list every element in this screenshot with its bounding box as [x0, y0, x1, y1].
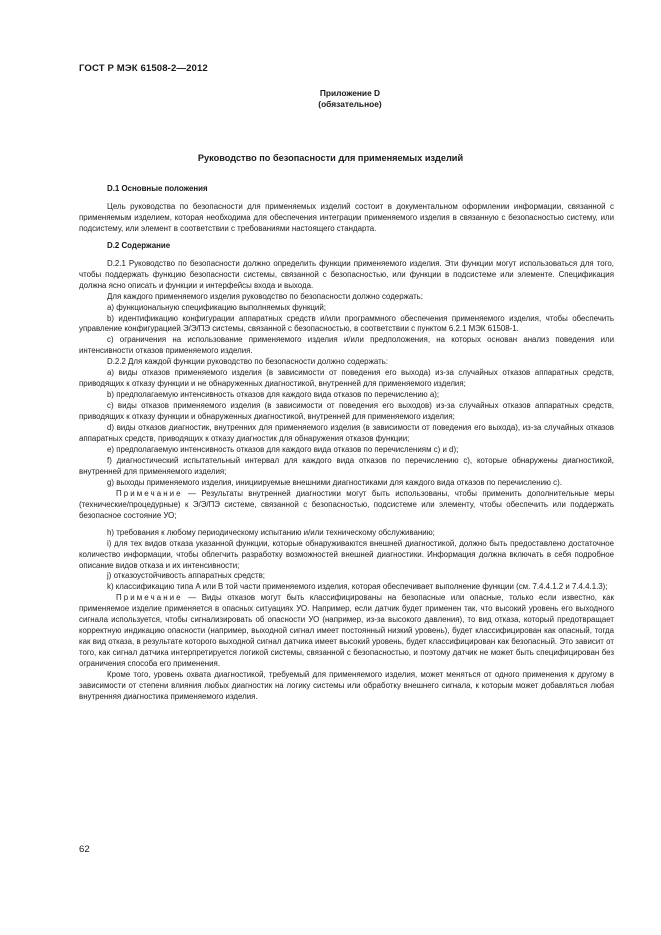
list-item-c: c) ограничения на использование применяемого изделия и/или предположения, на которых основан анализ поведения или интенсивности отказов применяемого изделия.	[79, 335, 614, 356]
note-2-text: — Виды отказов могут быть классифицированы на безопасные или опасные, только если известно, как применяемое изделие применяется в опасных ситуациях УО. Например, если датчик будет применен так, что высокий уровень его выходного сигнала используется, чтобы сигнализировать об опасности УО (например, из-за высокого давления), то вид отказа, который предотвращает корректную индикацию опасности (например, выходной сигнал имеет постоянный низкий уровень), будет классифицирован как опасный, тогда как вид отказа, в результате которого выходной сигнал датчика имеет высокий уровень, будет классифицирован как безопасный. Это зависит от того, как сигнал датчика интерпретируется логикой системы, связанной с безопасностью, и поэтому датчик не может быть специфицирован без ограничения способа его применения.	[79, 593, 614, 669]
document-body	[79, 184, 614, 703]
section-heading-d2: D.2 Содержание	[107, 240, 171, 250]
list-item-f2: f) диагностический испытательный интервал для каждого вида отказов по перечислению c), которые обнаружены диагностикой, внутренней для применяемого изделия;	[79, 455, 614, 476]
list-item-a: a) функциональную спецификацию выполняемых функций;	[107, 302, 326, 312]
list-item-b2: b) предполагаемую интенсивность отказов для каждого вида отказов по перечислению a);	[107, 390, 440, 400]
appendix-label	[300, 88, 400, 110]
paragraph-d21: D.2.1 Руководство по безопасности должно определить функции применяемого изделия. Эти функции могут использоваться для того, чтобы поддержать функцию безопасности системы, связанной с безопасностью, или функции в подсистеме или элементе. Спецификация должна ясно описать и функции и интерфейсы входа и выхода.	[79, 258, 614, 290]
section-heading-d1: D.1 Основные положения	[107, 184, 208, 193]
list-item-c2: c) виды отказов применяемого изделия (в зависимости от поведения его выходов) из-за случайных отказов аппаратных средств, приводящих к отказу функции и обнаруженных диагностикой, внутренней для применяемого изделия;	[79, 401, 614, 422]
note-1-text: — Результаты внутренней диагностики могут быть использованы, чтобы применить дополнительные меры (технические/процедурные) к Э/Э/ПЭ системе, связанной с безопасностью, подсистеме или элементу, чтобы обеспечить или поддержать безопасное состояние УО;	[79, 488, 614, 520]
list-item-i2: i) для тех видов отказа указанной функции, которые обнаруживаются внешней диагностикой, должно быть предоставлено достаточное количество информации, чтобы облегчить разработку возможностей внешней диагностики. Информация должна включать в себя подробное описание видов отказа и их интенсивности;	[79, 538, 614, 570]
standard-header: ГОСТ Р МЭК 61508-2—2012	[79, 63, 208, 74]
list-item-h2: h) требования к любому периодическому испытанию и/или техническому обслуживанию;	[107, 527, 435, 537]
list-item-j2: j) отказоустойчивость аппаратных средств;	[107, 571, 265, 581]
note-1-label: Примечание	[116, 488, 183, 498]
paragraph-final: Кроме того, уровень охвата диагностикой, требуемый для применяемого изделия, может меняться от одного применения к другому в зависимости от степени влияния любых диагностик на логику системы или обработку внешнего сигнала, к которым может добавляться любая внутренняя диагностика применяемого изделия.	[79, 670, 614, 701]
note-2	[79, 593, 614, 670]
note-1	[79, 489, 614, 522]
paragraph-d1: Цель руководства по безопасности для применяемых изделий состоит в документальном оформлении информации, связанной с применяемым изделием, которая необходима для обеспечения интеграции применяемого изделия в связанную с безопасностью систему, или подсистему, или элемент в соответствии с требованиями настоящего стандарта.	[79, 201, 614, 233]
list-item-a2: a) виды отказов применяемого изделия (в зависимости от поведения его выхода) из-за случайных отказов аппаратных средств, приводящих к отказу функции и не обнаруженных диагностикой, внутренней для применяемого изделия;	[79, 368, 614, 389]
list-item-d2: d) виды отказов диагностик, внутренних для применяемого изделия (в зависимости от поведения его выхода), из-за случайных отказов аппаратных средств, приводящих к отказу диагностик для обнаружения отказов функции;	[79, 423, 614, 444]
paragraph-each-item: Для каждого применяемого изделия руководство по безопасности должно содержать:	[107, 291, 423, 301]
appendix-title: Руководство по безопасности для применяемых изделий	[197, 153, 464, 163]
paragraph-d22: D.2.2 Для каждой функции руководство по безопасности должно содержать:	[107, 357, 388, 367]
note-2-label: Примечание	[116, 593, 183, 603]
list-item-k2: k) классификацию типа A или B той части применяемого изделия, которая обеспечивает выполнение функции (см. 7.4.4.1.2 и 7.4.4.1.3);	[107, 582, 608, 592]
list-item-e2: e) предполагаемую интенсивность отказов для каждого вида отказов по перечислениям c) и d);	[107, 444, 459, 454]
appendix-name: Приложение D	[319, 88, 381, 98]
page-number: 62	[79, 844, 90, 855]
appendix-status: (обязательное)	[318, 99, 382, 109]
list-item-b: b) идентификацию конфигурации аппаратных средств и/или программного обеспечения применяемого изделия, чтобы обеспечить управление конфигурацией Э/Э/ПЭ системы, связанной с безопасностью, в соответствии с пунктом 6.2.1 МЭК 61508-1.	[79, 313, 614, 334]
list-item-g2: g) выходы применяемого изделия, инициируемые внешними диагностиками для каждого вида отказов по перечислению c).	[107, 477, 562, 487]
